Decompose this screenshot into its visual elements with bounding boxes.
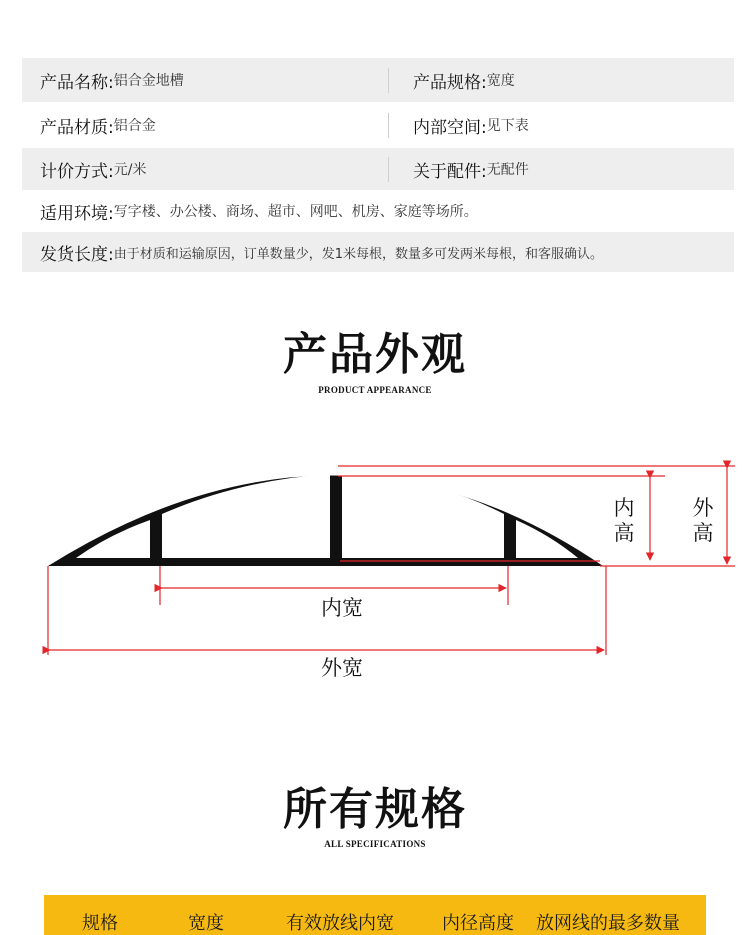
- appearance-subtitle: PRODUCT APPEARANCE: [318, 385, 432, 395]
- info-cell: [388, 113, 734, 138]
- info-cell: [388, 157, 734, 182]
- product-name-value: 铝合金地槽: [113, 73, 184, 89]
- info-cell: [22, 240, 734, 265]
- info-row-1: [22, 58, 734, 102]
- material-label: 产品材质:: [40, 117, 114, 138]
- info-cell: [388, 68, 734, 93]
- info-cell: [22, 199, 734, 224]
- pricing-value: 元/米: [113, 162, 147, 178]
- accessories-value: 无配件: [486, 162, 529, 178]
- column-header-spec: 规格: [82, 913, 118, 934]
- profile-center-right-cavity: [342, 474, 504, 558]
- pricing-label: 计价方式:: [40, 161, 114, 182]
- specifications-subtitle: ALL SPECIFICATIONS: [324, 839, 426, 849]
- groove-profile: [48, 474, 603, 566]
- shipping-length-value: 由于材质和运输原因，订单数量少，发1米每根，数量多可发两米每根，和客服确认。: [113, 246, 604, 262]
- profile-right-cavity: [516, 520, 578, 558]
- groove-profile-diagram: [0, 440, 750, 690]
- info-cell: [22, 68, 388, 93]
- info-row-3: [22, 148, 734, 190]
- environment-value: 写字楼、办公楼、商场、超市、网吧、机房、家庭等场所。: [113, 204, 478, 220]
- specifications-table-header: [44, 895, 706, 935]
- info-row-2: [22, 104, 734, 146]
- outer-height-label-2: 高: [692, 521, 714, 545]
- inner-space-label: 内部空间:: [413, 117, 487, 138]
- profile-center-left-cavity: [162, 474, 330, 558]
- environment-label: 适用环境:: [40, 203, 114, 224]
- outer-height-label-1: 外: [692, 496, 714, 520]
- column-header-width: 宽度: [188, 913, 224, 934]
- product-spec-label: 产品规格:: [413, 72, 487, 93]
- outer-width-label: 外宽: [321, 656, 363, 680]
- info-row-5: [22, 232, 734, 272]
- profile-left-cavity: [76, 520, 150, 558]
- info-cell: [22, 157, 388, 182]
- product-info-table: [22, 58, 734, 274]
- info-cell: [22, 113, 388, 138]
- appearance-title: 产品外观: [283, 329, 467, 380]
- inner-height-label-2: 高: [613, 521, 635, 545]
- product-name-label: 产品名称:: [40, 72, 114, 93]
- inner-width-label: 内宽: [321, 596, 363, 620]
- column-header-max-cables: 放网线的最多数量: [536, 913, 680, 934]
- product-spec-value: 宽度: [486, 73, 515, 89]
- accessories-label: 关于配件:: [413, 161, 487, 182]
- inner-space-value: 见下表: [486, 118, 529, 134]
- inner-height-label-1: 内: [613, 496, 635, 520]
- column-header-effective-inner-width: 有效放线内宽: [286, 913, 394, 934]
- material-value: 铝合金: [113, 118, 156, 134]
- info-row-4: [22, 192, 734, 230]
- shipping-length-label: 发货长度:: [40, 244, 114, 265]
- column-header-inner-height: 内径高度: [442, 913, 514, 934]
- specifications-title: 所有规格: [283, 784, 467, 835]
